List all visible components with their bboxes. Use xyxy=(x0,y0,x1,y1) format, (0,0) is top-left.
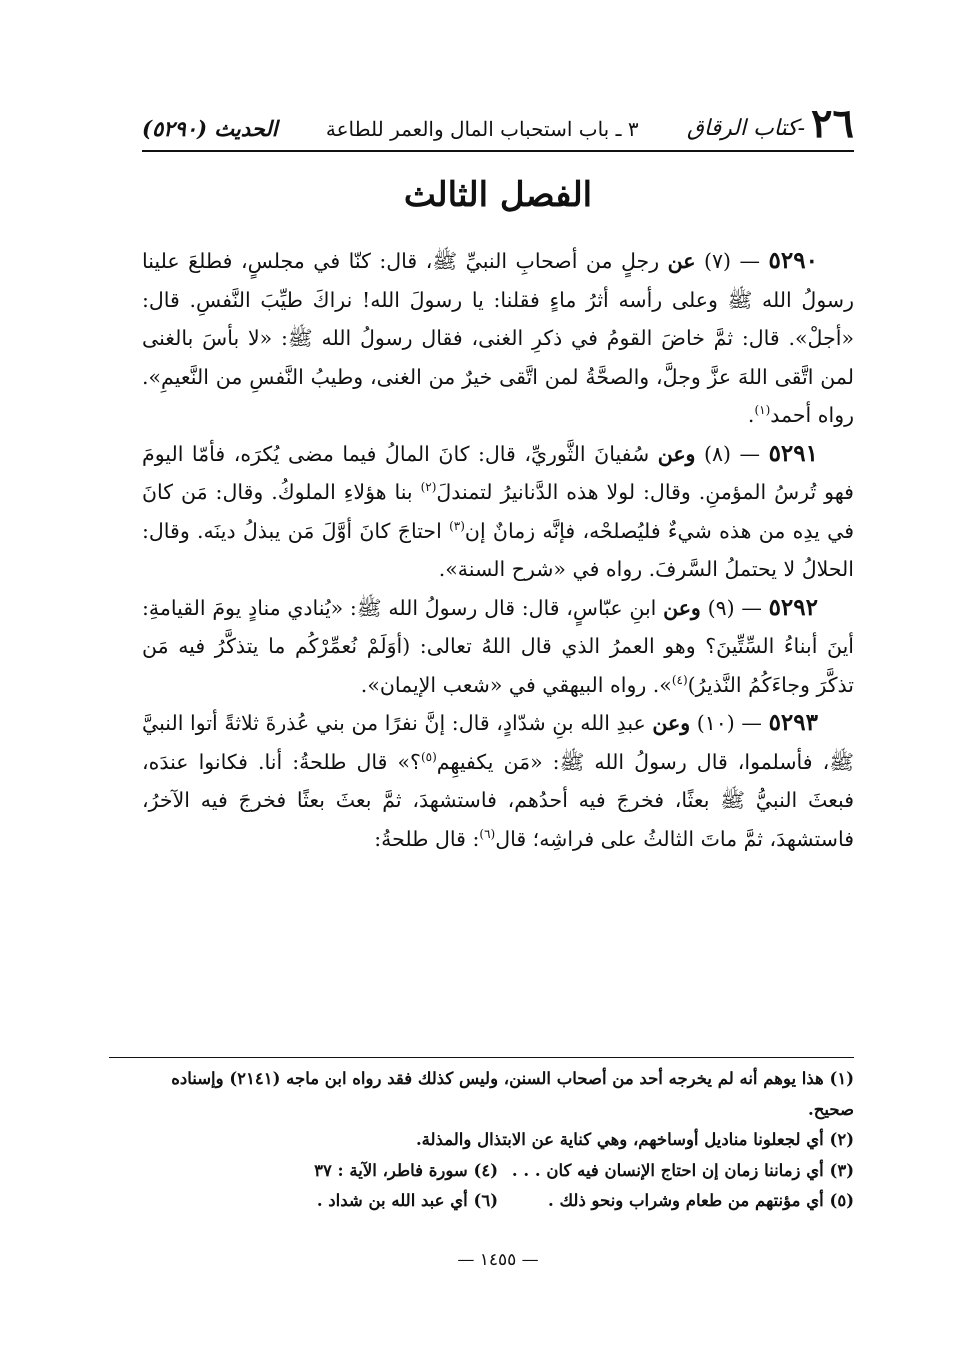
hadith-index: — (٩) xyxy=(707,595,762,620)
hadith-5293 xyxy=(142,704,854,858)
header-page-marker: ٢٦ xyxy=(811,100,854,147)
footnote-3: (٣) أي زماننا زمان إن احتاج الإنسان فيه كان . . . xyxy=(511,1160,854,1180)
hadith-index: — (١٠) xyxy=(696,711,762,735)
page-number: — ١٤٥٥ — xyxy=(457,1250,539,1270)
hadith-text-tail: : قال طلحةُ: xyxy=(374,826,480,851)
footnote-2: (٢) أي لجعلونا مناديل أوساخهم، وهي كناية عن الابتذال والمذلة. xyxy=(415,1130,854,1149)
hadith-number: ٥٢٩١ xyxy=(768,439,818,467)
hadith-text: سُفيانَ الثَّوريِّ، قال: كانَ المالُ فيما مضى يُكرَه، فأمّا اليومَ فهو تُرسُ المؤمنِ. وقال: لولا هذه الدَّنانيرُ لتمندلَ xyxy=(142,441,854,504)
footnote-ref: (٥) xyxy=(420,749,437,764)
hadith-text-continued: ؟» قال طلحةُ: أنا. فكانوا عندَه، فبعثَ النبيُّ ﷺ بعثًا، فخرجَ فيه أحدُهم، فاستشهدَ، ثمَّ بعثَ بعثًا فخرجَ فيه الآخرُ، فاستشهدَ، ثمَّ ماتَ الثالثُ على فراشِه؛ قال xyxy=(142,749,854,851)
hadith-number: ٥٢٩٠ xyxy=(768,247,818,274)
header-book-title: -كتاب الرقاق xyxy=(686,116,806,141)
main-text xyxy=(142,242,854,858)
footnote-row xyxy=(142,1156,854,1187)
footnote-ref: (١) xyxy=(754,403,771,418)
header-book-group xyxy=(686,100,854,147)
footnote-ref: (٦) xyxy=(479,826,496,841)
hadith-text: ابنِ عبّاسٍ، قال: قال رسولُ الله ﷺ: «يُنادي منادٍ يومَ القيامةِ: أينَ أبناءُ السِّتِّينَ؟ وهو العمرُ الذي قال اللهُ تعالى: (أوَلَمْ نُعمِّرْكُم ما يتذكَّرُ فيه مَن تذكَّرَ وجاءَكُمُ النَّذيرُ) xyxy=(142,595,854,697)
footnote-row xyxy=(142,1186,854,1217)
hadith-text-tail: احتاجَ كانَ أوَّلَ مَن يبذلُ دينَه. وقال: الحلالُ لا يحتملُ السَّرفَ. رواه في «شرح السنة». xyxy=(142,518,854,581)
hadith-text-continued: بنا هؤلاءِ الملوكُ. وقال: مَن كانَ في يدِه من هذه شيءٌ فليُصلحْه، فإنَّه زمانٌ إن xyxy=(142,480,854,543)
hadith-5291 xyxy=(142,435,854,589)
hadith-narrator-prefix: عن xyxy=(667,249,696,273)
footnote-1: (١) هذا يوهم أنه لم يخرجه أحد من أصحاب السنن، وليس كذلك فقد رواه ابن ماجه (٢١٤١) وإسناده صحيح. xyxy=(171,1069,854,1119)
hadith-narrator-prefix: وعن xyxy=(663,595,701,620)
footnotes xyxy=(142,1064,854,1217)
hadith-5292 xyxy=(142,589,854,705)
footnote-6: (٦) أي عبد الله بن شداد . xyxy=(316,1191,498,1210)
header-chapter-title: ٣ ـ باب استحباب المال والعمر للطاعة xyxy=(325,117,639,141)
header-hadith-range: الحديث (٥٢٩٠) xyxy=(142,116,278,141)
hadith-narrator-prefix: وعن xyxy=(652,711,691,735)
footnote-ref: (٤) xyxy=(671,672,688,687)
section-title: الفصل الثالث xyxy=(403,175,593,215)
hadith-5290 xyxy=(142,242,854,435)
footnote-5: (٥) أي مؤنتهم من طعام وشراب ونحو ذلك . xyxy=(548,1191,854,1210)
hadith-text-tail: ». رواه البيهقي في «شعب الإيمان». xyxy=(360,672,672,697)
hadith-narrator-prefix: وعن xyxy=(657,441,696,466)
hadith-index: — (٨) xyxy=(704,441,761,466)
footnote-ref: (٢) xyxy=(420,480,437,495)
footnote-divider xyxy=(109,1057,854,1058)
footnote-4: (٤) سورة فاطر، الآية : ٣٧ xyxy=(314,1160,498,1180)
hadith-number: ٥٢٩٢ xyxy=(768,593,818,621)
footnote-ref: (٣) xyxy=(449,518,465,533)
hadith-index: — (٧) xyxy=(704,249,761,273)
hadith-number: ٥٢٩٣ xyxy=(768,709,818,736)
running-header xyxy=(142,92,854,152)
hadith-text-tail: . xyxy=(747,403,755,427)
hadith-text: عبدِ الله بنِ شدّادٍ، قال: إنَّ نفرًا من بني عُذرةَ ثلاثةً أتوا النبيَّ ﷺ، فأسلموا، قال رسولُ الله ﷺ: «مَن يكفيهِم xyxy=(142,711,854,774)
hadith-text: رجلٍ من أصحابِ النبيِّ ﷺ، قال: كنّا في مجلسٍ، فطلعَ علينا رسولُ الله ﷺ وعلى رأسه أثرُ ماءٍ فقلنا: يا رسولَ الله! نراكَ طيِّبَ النَّفسِ. قال: «أجلْ». قال: ثمَّ خاضَ القومُ في ذكرِ الغنى، فقال رسولُ الله ﷺ: «لا بأسَ بالغنى لمن اتَّقى اللهَ عزَّ وجلَّ، والصحَّةُ لمن اتَّقى خيرٌ من الغنى، وطيبُ النَّفسِ من النَّعيمِ». رواه أحمد xyxy=(142,249,854,427)
